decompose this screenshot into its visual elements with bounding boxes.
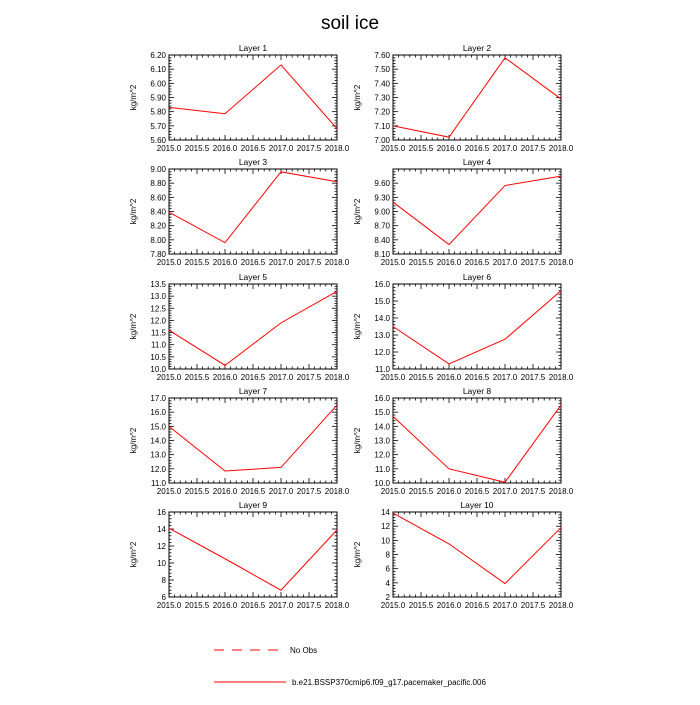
panel-layer-8 (353, 386, 574, 496)
x-tick-label: 2015.0 (380, 373, 406, 382)
y-tick-label: 7.40 (374, 79, 390, 89)
y-tick-label: 15.0 (374, 408, 390, 418)
x-tick-label: 2017.0 (268, 144, 294, 153)
panel-title: Layer 9 (238, 500, 268, 510)
x-tick-label: 2016.5 (240, 258, 266, 267)
x-tick-label: 2016.5 (464, 258, 490, 267)
y-tick-label: 5.70 (150, 121, 166, 131)
y-tick-label: 6 (161, 593, 166, 602)
plot-frame (169, 284, 337, 369)
x-tick-label: 2017.5 (520, 487, 546, 496)
series-line (393, 513, 561, 583)
x-tick-label: 2016.5 (240, 373, 266, 382)
panel-layer-9 (129, 500, 350, 610)
series-line (393, 176, 561, 244)
x-tick-label: 2017.5 (296, 373, 322, 382)
series-line (169, 65, 337, 129)
x-tick-label: 2016.5 (240, 144, 266, 153)
y-tick-label: 6.20 (150, 51, 166, 60)
y-axis-label: kg/m^2 (353, 427, 362, 454)
y-tick-label: 17.0 (150, 394, 166, 403)
x-tick-label: 2017.0 (492, 601, 518, 610)
y-tick-label: 8.70 (374, 221, 390, 231)
x-tick-label: 2016.0 (436, 144, 462, 153)
series-line (393, 58, 561, 137)
x-tick-label: 2017.5 (296, 144, 322, 153)
y-tick-label: 8 (161, 576, 166, 585)
panel-title: Layer 7 (238, 386, 268, 396)
x-tick-label: 2016.0 (212, 601, 238, 610)
plot-frame (169, 55, 337, 140)
x-tick-label: 2017.5 (520, 373, 546, 382)
y-axis-label: kg/m^2 (129, 313, 138, 340)
y-tick-label: 9.00 (150, 165, 166, 174)
y-tick-label: 5.90 (150, 93, 166, 103)
x-tick-label: 2018.0 (324, 487, 350, 496)
x-tick-label: 2015.0 (156, 373, 182, 382)
x-tick-label: 2016.5 (464, 144, 490, 153)
legend (214, 646, 486, 687)
y-tick-label: 8.10 (374, 250, 390, 259)
x-tick-label: 2018.0 (324, 144, 350, 153)
y-tick-label: 6 (385, 564, 390, 574)
x-tick-label: 2016.0 (436, 258, 462, 267)
x-tick-label: 2016.5 (240, 601, 266, 610)
y-tick-label: 12 (157, 542, 166, 551)
x-tick-label: 2017.5 (296, 258, 322, 267)
x-tick-label: 2017.5 (296, 487, 322, 496)
y-tick-label: 8.20 (150, 221, 166, 231)
x-tick-label: 2015.0 (156, 487, 182, 496)
y-axis-label: kg/m^2 (129, 427, 138, 454)
y-axis-label: kg/m^2 (129, 541, 138, 568)
x-tick-label: 2017.0 (492, 144, 518, 153)
x-tick-label: 2015.5 (184, 373, 210, 382)
y-tick-label: 10.5 (150, 352, 166, 362)
x-tick-label: 2016.0 (212, 487, 238, 496)
y-tick-label: 6.10 (150, 65, 166, 75)
x-tick-label: 2015.0 (380, 258, 406, 267)
y-tick-label: 14 (381, 508, 390, 517)
x-tick-label: 2015.5 (184, 144, 210, 153)
y-tick-label: 7.80 (150, 250, 166, 259)
panel-title: Layer 10 (460, 500, 494, 510)
x-tick-label: 2017.0 (268, 601, 294, 610)
y-tick-label: 7.20 (374, 107, 390, 117)
x-tick-label: 2016.5 (240, 487, 266, 496)
y-tick-label: 11.0 (151, 340, 166, 350)
x-tick-label: 2016.0 (436, 373, 462, 382)
panel-layer-6 (353, 272, 574, 382)
x-tick-label: 2015.5 (408, 144, 434, 153)
x-tick-label: 2015.0 (380, 487, 406, 496)
y-tick-label: 10 (381, 536, 390, 546)
panel-title: Layer 2 (462, 43, 492, 53)
x-tick-label: 2015.5 (184, 487, 210, 496)
y-tick-label: 14.0 (374, 422, 390, 432)
series-line (169, 528, 337, 590)
x-tick-label: 2017.0 (268, 258, 294, 267)
y-tick-label: 11.0 (375, 365, 390, 374)
x-tick-label: 2015.5 (184, 601, 210, 610)
x-tick-label: 2017.0 (492, 373, 518, 382)
y-tick-label: 8.80 (150, 179, 166, 189)
y-tick-label: 14.0 (374, 314, 390, 323)
x-tick-label: 2017.0 (492, 487, 518, 496)
series-line (169, 172, 337, 243)
y-tick-label: 7.00 (374, 136, 390, 145)
plot-frame (169, 169, 337, 254)
x-tick-label: 2015.0 (380, 601, 406, 610)
x-tick-label: 2015.0 (156, 258, 182, 267)
x-tick-label: 2017.5 (520, 258, 546, 267)
y-tick-label: 12 (381, 522, 390, 532)
plot-frame (169, 398, 337, 483)
x-tick-label: 2016.5 (464, 373, 490, 382)
x-tick-label: 2015.5 (408, 258, 434, 267)
x-tick-label: 2016.0 (212, 373, 238, 382)
legend-label: b.e21.BSSP370cmip6.f09_g17.pacemaker_pacific.006 (292, 678, 486, 687)
x-tick-label: 2015.5 (408, 487, 434, 496)
x-tick-label: 2015.0 (156, 601, 182, 610)
panel-layer-3 (129, 157, 350, 267)
series-line (393, 291, 561, 364)
x-tick-label: 2016.0 (436, 601, 462, 610)
x-tick-label: 2018.0 (548, 373, 574, 382)
x-tick-label: 2016.0 (436, 487, 462, 496)
x-tick-label: 2018.0 (548, 601, 574, 610)
y-tick-label: 9.00 (374, 207, 390, 217)
figure-title: soil ice (320, 13, 380, 34)
x-tick-label: 2016.0 (212, 144, 238, 153)
y-tick-label: 11.0 (151, 479, 166, 488)
y-tick-label: 16.0 (374, 280, 390, 289)
y-tick-label: 13.0 (150, 292, 166, 302)
y-tick-label: 11.5 (151, 328, 166, 338)
plot-frame (393, 512, 561, 597)
panel-title: Layer 8 (462, 386, 492, 396)
x-tick-label: 2015.5 (408, 601, 434, 610)
x-tick-label: 2016.5 (464, 487, 490, 496)
x-tick-label: 2015.5 (408, 373, 434, 382)
y-axis-label: kg/m^2 (353, 198, 362, 225)
x-tick-label: 2017.0 (268, 373, 294, 382)
panel-layer-7 (129, 386, 350, 496)
y-tick-label: 8.40 (150, 207, 166, 217)
y-tick-label: 13.0 (150, 450, 166, 460)
y-tick-label: 15.0 (374, 297, 390, 306)
y-tick-label: 10 (157, 559, 166, 568)
x-tick-label: 2018.0 (548, 487, 574, 496)
x-tick-label: 2016.5 (464, 601, 490, 610)
legend-label: No Obs (290, 646, 318, 655)
y-tick-label: 10.0 (374, 479, 390, 488)
y-tick-label: 16.0 (374, 394, 390, 403)
x-tick-label: 2015.0 (156, 144, 182, 153)
y-tick-label: 7.60 (374, 51, 390, 60)
y-tick-label: 12.5 (150, 304, 166, 314)
y-tick-label: 2 (385, 593, 390, 602)
x-tick-label: 2016.0 (212, 258, 238, 267)
x-tick-label: 2017.5 (296, 601, 322, 610)
y-tick-label: 5.60 (150, 136, 166, 145)
y-tick-label: 14.0 (150, 436, 166, 446)
y-tick-label: 6.00 (150, 79, 166, 89)
panel-grid (129, 43, 574, 610)
y-tick-label: 13.0 (374, 436, 390, 446)
y-tick-label: 8.60 (150, 193, 166, 203)
y-tick-label: 13.5 (150, 280, 166, 289)
y-axis-label: kg/m^2 (353, 313, 362, 340)
y-tick-label: 7.30 (374, 93, 390, 103)
x-tick-label: 2017.0 (492, 258, 518, 267)
panel-title: Layer 6 (462, 272, 492, 282)
y-tick-label: 12.0 (150, 316, 166, 326)
y-tick-label: 8.00 (150, 235, 166, 245)
panel-title: Layer 1 (238, 43, 268, 53)
y-tick-label: 14 (157, 525, 166, 534)
y-tick-label: 9.30 (374, 193, 390, 203)
y-tick-label: 5.80 (150, 107, 166, 117)
y-tick-label: 9.60 (374, 179, 390, 189)
y-tick-label: 11.0 (375, 464, 390, 474)
series-line (393, 405, 561, 482)
panel-title: Layer 4 (462, 157, 492, 167)
x-tick-label: 2017.5 (520, 144, 546, 153)
panel-layer-5 (129, 272, 350, 382)
x-tick-label: 2015.0 (380, 144, 406, 153)
panel-layer-1 (129, 43, 350, 153)
panel-layer-10 (353, 500, 574, 610)
y-tick-label: 15.0 (150, 422, 166, 432)
y-axis-label: kg/m^2 (129, 84, 138, 111)
y-tick-label: 7.10 (374, 121, 390, 131)
panel-layer-4 (353, 157, 574, 267)
y-tick-label: 12.0 (374, 348, 390, 357)
x-tick-label: 2017.0 (268, 487, 294, 496)
x-tick-label: 2018.0 (324, 373, 350, 382)
y-tick-label: 4 (385, 578, 390, 588)
y-tick-label: 16 (157, 508, 166, 517)
series-line (169, 405, 337, 471)
x-tick-label: 2018.0 (324, 258, 350, 267)
x-tick-label: 2018.0 (548, 144, 574, 153)
series-line (169, 291, 337, 365)
y-tick-label: 10.0 (150, 365, 166, 374)
plot-frame (393, 169, 561, 254)
y-tick-label: 12.0 (150, 464, 166, 474)
y-tick-label: 12.0 (374, 450, 390, 460)
panel-title: Layer 5 (238, 272, 268, 282)
x-tick-label: 2017.5 (520, 601, 546, 610)
y-axis-label: kg/m^2 (129, 198, 138, 225)
y-tick-label: 8 (385, 550, 390, 560)
panel-layer-2 (353, 43, 574, 153)
y-axis-label: kg/m^2 (353, 541, 362, 568)
y-tick-label: 13.0 (374, 331, 390, 340)
x-tick-label: 2018.0 (548, 258, 574, 267)
plot-frame (169, 512, 337, 597)
plot-frame (393, 284, 561, 369)
y-tick-label: 8.40 (374, 235, 390, 245)
x-tick-label: 2015.5 (184, 258, 210, 267)
panel-title: Layer 3 (238, 157, 268, 167)
x-tick-label: 2018.0 (324, 601, 350, 610)
y-axis-label: kg/m^2 (353, 84, 362, 111)
y-tick-label: 7.50 (374, 65, 390, 75)
y-tick-label: 16.0 (150, 408, 166, 418)
